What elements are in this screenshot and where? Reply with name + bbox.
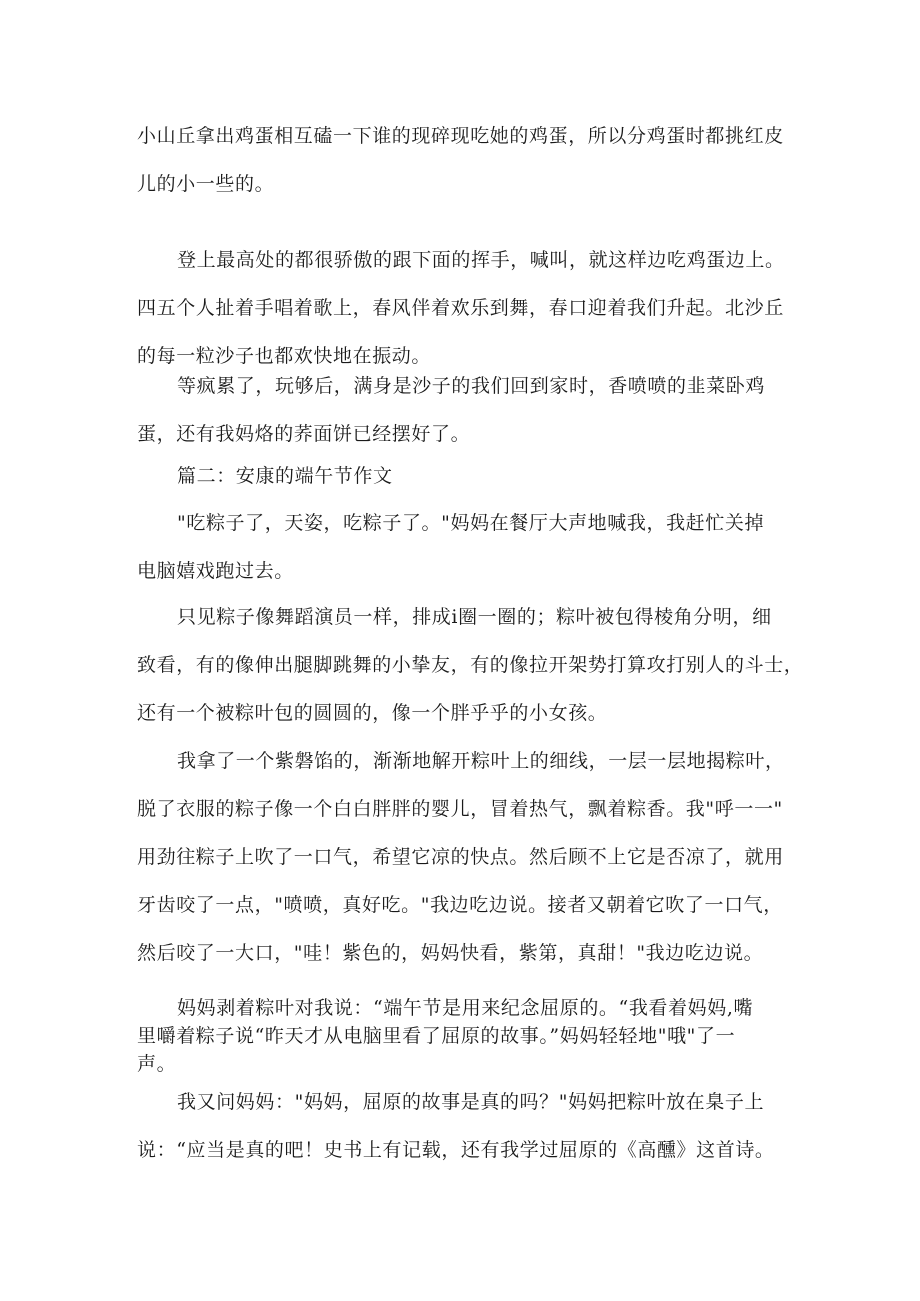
paragraph-line: 牙齿咬了一点，"喷喷，真好吃。"我边吃边说。接者又朝着它吹了一口气， [137, 894, 783, 916]
paragraph-line: 只见粽子像舞蹈演员一样，排成i圈一圈的；粽叶被包得棱角分明，细 [177, 606, 772, 628]
paragraph-line: 妈妈剥着粽叶对我说：“端午节是用来纪念屈原的。“我看着妈妈,嘴 [177, 997, 754, 1019]
paragraph-7 [137, 994, 797, 1078]
paragraph-2 [137, 236, 797, 380]
paragraph-8 [137, 1078, 797, 1174]
paragraph-3 [137, 362, 797, 458]
paragraph-line: 用劲往粽子上吹了一口气，希望它凉的快点。然后顾不上它是否凉了，就用 [137, 846, 784, 868]
section-heading-text: 篇二：安康的端午节作文 [177, 465, 393, 487]
paragraph-line: 致看，有的像伸出腿脚跳舞的小挚友，有的像拉开架势打算攻打别人的斗士， [137, 654, 804, 676]
paragraph-line: 里嚼着粽子说“昨天才从电脑里看了屈原的故事。”妈妈轻轻地"哦"了一 [137, 1025, 736, 1047]
paragraph-line: 等疯累了，玩够后，满身是沙子的我们回到家时，香喷喷的韭菜卧鸡 [177, 375, 766, 397]
section-heading [137, 452, 797, 500]
paragraph-line: 说：“应当是真的吧！史书上有记载，还有我学过屈原的《高醺》这首诗。 [137, 1139, 775, 1161]
paragraph-line: 四五个人扯着手唱着歌上，春风伴着欢乐到舞，春口迎着我们升起。北沙丘 [137, 297, 784, 319]
paragraph-line: 登上最高处的都很骄傲的跟下面的挥手，喊叫，就这样边吃鸡蛋边上。 [177, 249, 785, 271]
paragraph-line: 然后咬了一大口，"哇！紫色的，妈妈快看，紫第，真甜！"我边吃边说。 [137, 942, 764, 964]
paragraph-line: 脱了衣服的粽子像一个白白胖胖的婴儿，冒着热气，飘着粽香。我"呼一一" [137, 798, 783, 820]
paragraph-line: 我拿了一个紫磐馅的，渐渐地解开粽叶上的细线，一层一层地揭粽叶， [177, 750, 785, 772]
paragraph-4 [137, 499, 797, 595]
paragraph-line: 电脑嬉戏跑过去。 [137, 560, 294, 582]
paragraph-line: 蛋，还有我妈烙的荞面饼已经摆好了。 [137, 423, 471, 445]
paragraph-line: 我又问妈妈："妈妈，屈原的故事是真的吗？"妈妈把粽叶放在臬子上 [177, 1091, 765, 1113]
paragraph-1 [137, 112, 797, 208]
paragraph-line: 声。 [137, 1053, 177, 1075]
paragraph-line: "吃粽子了，天姿，吃粽子了。"妈妈在餐厅大声地喊我，我赶忙关掉 [177, 512, 765, 534]
paragraph-line: 还有一个被粽叶包的圆圆的，像一个胖乎乎的小女孩。 [137, 702, 608, 724]
paragraph-6 [137, 737, 797, 977]
paragraph-line: 儿的小一些的。 [137, 173, 275, 195]
paragraph-5 [137, 593, 804, 737]
paragraph-line: 小山丘拿出鸡蛋相互磕一下谁的现碎现吃她的鸡蛋，所以分鸡蛋时都挑红皮 [137, 125, 784, 147]
paragraph-line: 的每一粒沙子也都欢快地在振动。 [137, 345, 432, 367]
